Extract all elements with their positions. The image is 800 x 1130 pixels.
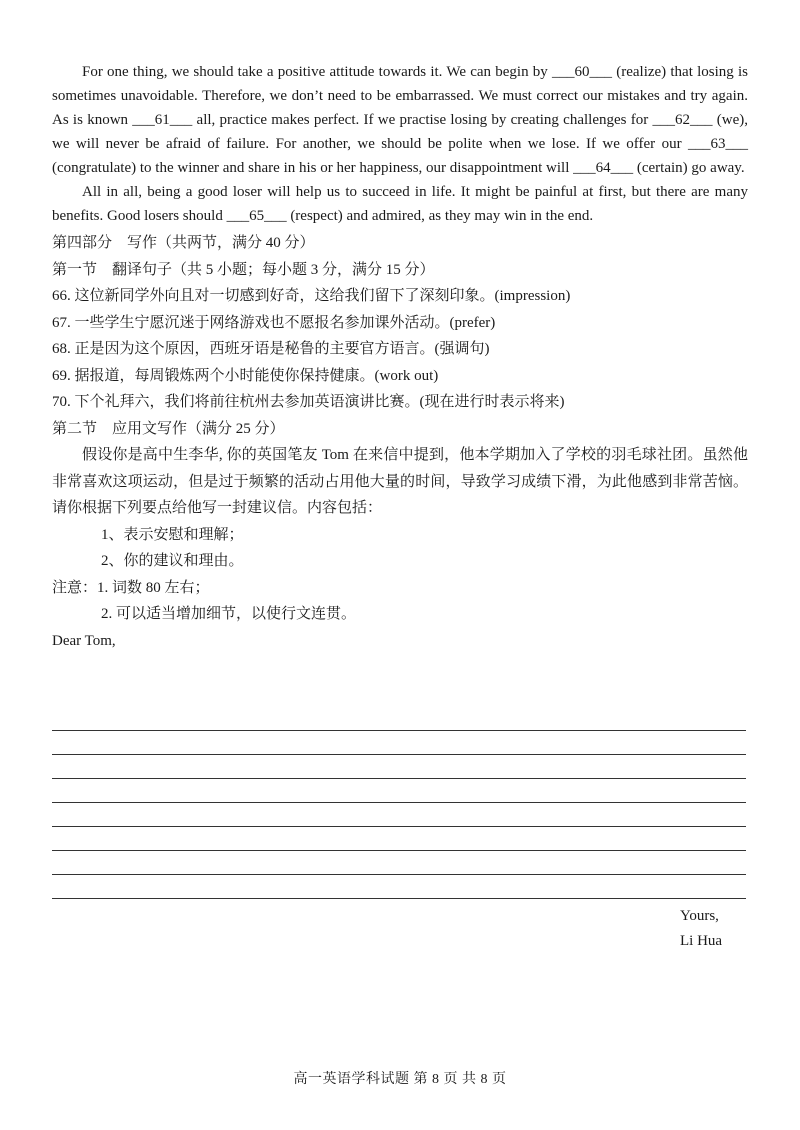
answer-line[interactable] <box>52 803 746 827</box>
passage-paragraph-1: For one thing, we should take a positive attitude towards it. We can begin by ___60___ (realize) that losing is sometimes unavoidable. Therefore, we don’t need to be embarrassed. We must correct our mistakes and try again. As is known ___61___ all, practice makes perfect. If we practise losing by creating challenges for ___62___ (we), we will never be afraid of failure. For another, we should be polite when we lose. If we offer our ___63___ (congratulate) to the winner and share in his or her happiness, our disappointment will ___64___ (certain) go away. <box>52 64 748 176</box>
translation-item-66: 66. 这位新同学外向且对一切感到好奇，这给我们留下了深刻印象。(impression) <box>52 288 571 304</box>
page-footer: 高一英语学科试题 第 8 页 共 8 页 <box>293 1072 507 1087</box>
writing-note-1: 注意：1. 词数 80 左右； <box>52 579 210 596</box>
answer-line[interactable] <box>52 827 746 851</box>
translation-item-69: 69. 据报道，每周锻炼两个小时能使你保持健康。(work out) <box>52 367 439 384</box>
answer-line[interactable] <box>52 707 746 731</box>
part4-heading: 第四部分 写作（共两节，满分 40 分） <box>52 235 315 251</box>
answer-line[interactable] <box>52 779 746 803</box>
answer-line[interactable] <box>52 851 746 875</box>
letter-closing: Yours, <box>680 908 719 924</box>
letter-signoff <box>680 904 722 954</box>
writing-point-2: 2、你的建议和理由。 <box>101 553 244 569</box>
answer-line[interactable] <box>52 731 746 755</box>
translation-item-70: 70. 下个礼拜六，我们将前往杭州去参加英语演讲比赛。(现在进行时表示将来) <box>52 394 565 410</box>
exam-page-content <box>52 60 748 654</box>
writing-point-1: 1、表示安慰和理解； <box>101 526 244 543</box>
section1-heading: 第一节 翻译句子（共 5 小题；每小题 3 分，满分 15 分） <box>52 261 435 278</box>
writing-prompt: 假设你是高中生李华, 你的英国笔友 Tom 在来信中提到，他本学期加入了学校的羽毛球社团。虽然他非常喜欢这项运动，但是过于频繁的活动占用他大量的时间，导致学习成绩下滑，为此他感到非常苦恼。请你根据下列要点给他写一封建议信。内容包括： <box>52 447 748 516</box>
answer-writing-area[interactable] <box>52 707 746 899</box>
answer-line[interactable] <box>52 755 746 779</box>
letter-signature: Li Hua <box>680 933 723 949</box>
translation-item-67: 67. 一些学生宁愿沉迷于网络游戏也不愿报名参加课外活动。(prefer) <box>52 314 496 331</box>
section2-heading: 第二节 应用文写作（满分 25 分） <box>52 420 285 437</box>
answer-line[interactable] <box>52 875 746 899</box>
passage-paragraph-2: All in all, being a good loser will help us to succeed in life. It might be painful at first, but there are many benefits. Good losers should ___65___ (respect) and admired, as they may win in the end. <box>52 184 748 224</box>
letter-greeting: Dear Tom, <box>52 632 116 649</box>
translation-item-68: 68. 正是因为这个原因，西班牙语是秘鲁的主要官方语言。(强调句) <box>52 341 490 357</box>
writing-note-2: 2. 可以适当增加细节，以使行文连贯。 <box>101 606 357 622</box>
